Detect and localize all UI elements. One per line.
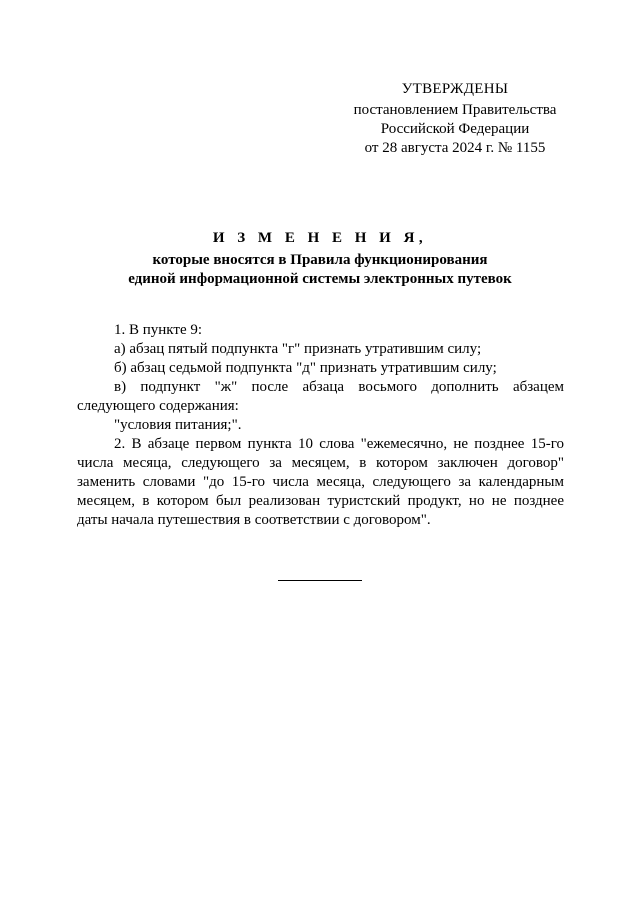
paragraph-item-1: 1. В пункте 9:	[114, 322, 203, 338]
paragraph-item-1b: б) абзац седьмой подпункта "д" признать утратившим силу;	[114, 360, 497, 376]
approval-date-number: от 28 августа 2024 г. № 1155	[364, 140, 546, 156]
approval-title: УТВЕРЖДЕНЫ	[401, 81, 509, 97]
document-subtitle-line-2: единой информационной системы электронных путевок	[128, 271, 512, 287]
document-subtitle	[0, 251, 640, 289]
approval-line-1: постановлением Правительства	[353, 102, 557, 118]
paragraph-quoted-text: "условия питания;".	[114, 417, 242, 433]
document-subtitle-line-1: которые вносятся в Правила функционирования	[152, 252, 488, 268]
paragraph-item-1a: а) абзац пятый подпункта "г" признать утратившим силу;	[114, 341, 482, 357]
approval-stamp	[330, 80, 580, 158]
document-title: И З М Е Н Е Н И Я,	[212, 230, 428, 246]
paragraph-item-1c: в) подпункт "ж" после абзаца восьмого дополнить абзацем следующего содержания:	[77, 379, 564, 414]
paragraph-item-2: 2. В абзаце первом пункта 10 слова "ежемесячно, не позднее 15-го числа месяца, следующего за месяцем, в котором заключен договор" заменить словами "до 15-го числа месяца, следующего за календарным месяцем, в котором был реализован туристский продукт, но не позднее даты начала путешествия в соответствии с договором".	[77, 436, 564, 528]
approval-line-2: Российской Федерации	[380, 121, 530, 137]
document-body	[77, 321, 564, 530]
end-separator-line	[278, 580, 362, 581]
